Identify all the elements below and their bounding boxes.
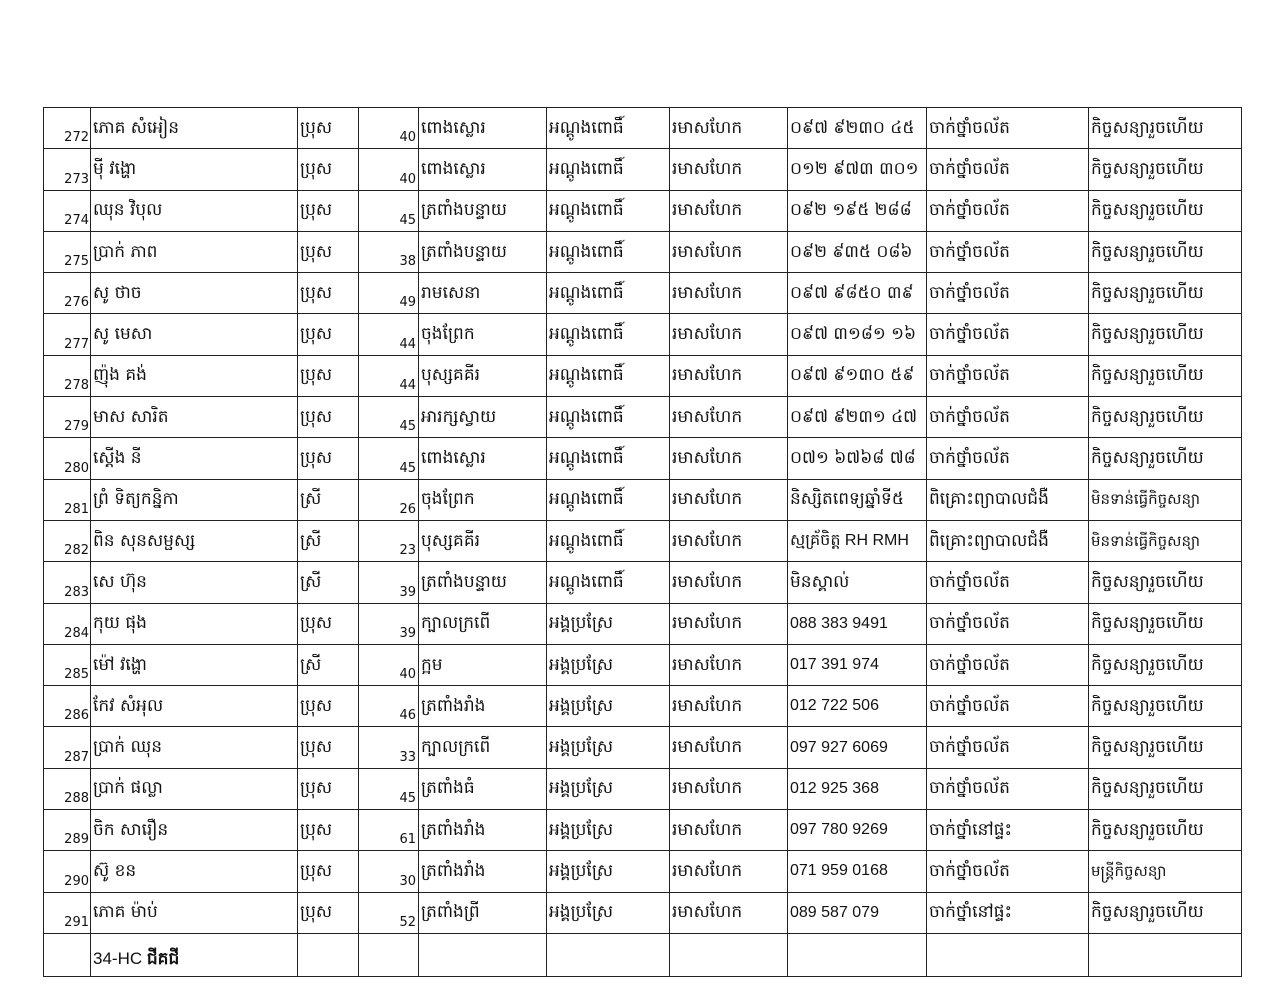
row-number-cell: 290 bbox=[44, 851, 91, 892]
row-number-cell: 279 bbox=[44, 397, 91, 438]
sex-cell: ប្រុស bbox=[298, 603, 359, 644]
footer-empty-cell bbox=[927, 933, 1089, 976]
contract-status-cell: មិនទាន់ធ្វើកិច្ចសន្យា bbox=[1089, 479, 1242, 520]
vaccination-place-cell: ចាក់ថ្នាំចល័ត bbox=[927, 108, 1089, 149]
age-cell: 40 bbox=[359, 149, 419, 190]
contract-status-cell: កិច្ចសន្យារួចហើយ bbox=[1089, 190, 1242, 231]
age-cell: 39 bbox=[359, 603, 419, 644]
contract-status-cell: កិច្ចសន្យារួចហើយ bbox=[1089, 397, 1242, 438]
district-cell: រមាសហែក bbox=[670, 810, 788, 851]
district-cell: រមាសហែក bbox=[670, 355, 788, 396]
footer-empty-cell bbox=[298, 933, 359, 976]
phone-cell: 017 391 974 bbox=[788, 644, 927, 685]
row-number-cell: 277 bbox=[44, 314, 91, 355]
age-cell: 49 bbox=[359, 273, 419, 314]
village-cell: ក្បាលក្រពើ bbox=[419, 603, 547, 644]
village-cell: ក្អម bbox=[419, 644, 547, 685]
commune-cell: អណ្ដូងពោធិ៍ bbox=[547, 314, 670, 355]
age-cell: 61 bbox=[359, 810, 419, 851]
commune-cell: អណ្ដូងពោធិ៍ bbox=[547, 108, 670, 149]
footer-code: 34-HC bbox=[93, 948, 143, 968]
district-cell: រមាសហែក bbox=[670, 851, 788, 892]
age-cell: 46 bbox=[359, 686, 419, 727]
age-cell: 39 bbox=[359, 562, 419, 603]
district-cell: រមាសហែក bbox=[670, 686, 788, 727]
district-cell: រមាសហែក bbox=[670, 190, 788, 231]
village-cell: បុស្សគគីរ bbox=[419, 520, 547, 561]
row-number-cell: 281 bbox=[44, 479, 91, 520]
sex-cell: ប្រុស bbox=[298, 355, 359, 396]
row-number-cell: 291 bbox=[44, 892, 91, 933]
table-row bbox=[44, 686, 1242, 727]
contract-status-cell: កិច្ចសន្យារួចហើយ bbox=[1089, 892, 1242, 933]
commune-cell: អណ្ដូងពោធិ៍ bbox=[547, 190, 670, 231]
vaccination-place-cell: ចាក់ថ្នាំចល័ត bbox=[927, 397, 1089, 438]
district-cell: រមាសហែក bbox=[670, 438, 788, 479]
vaccination-place-cell: ចាក់ថ្នាំចល័ត bbox=[927, 603, 1089, 644]
sex-cell: ស្រី bbox=[298, 479, 359, 520]
commune-cell: អណ្ដូងពោធិ៍ bbox=[547, 562, 670, 603]
vaccination-place-cell: ចាក់ថ្នាំចល័ត bbox=[927, 438, 1089, 479]
sex-cell: ប្រុស bbox=[298, 892, 359, 933]
district-cell: រមាសហែក bbox=[670, 562, 788, 603]
contract-status-cell: កិច្ចសន្យារួចហើយ bbox=[1089, 273, 1242, 314]
sex-cell: ប្រុស bbox=[298, 231, 359, 272]
name-cell: ស៊ូ ខន bbox=[91, 851, 298, 892]
vaccination-place-cell: ចាក់ថ្នាំចល័ត bbox=[927, 314, 1089, 355]
name-cell: ម៉ី វង្ហោ bbox=[91, 149, 298, 190]
age-cell: 45 bbox=[359, 397, 419, 438]
footer-empty-cell bbox=[788, 933, 927, 976]
table-row bbox=[44, 644, 1242, 685]
sex-cell: ប្រុស bbox=[298, 397, 359, 438]
vaccination-place-cell: ចាក់ថ្នាំចល័ត bbox=[927, 355, 1089, 396]
phone-cell: ០៩៧ ៩១៣០ ៥៩ bbox=[788, 355, 927, 396]
footer-empty-cell bbox=[44, 933, 91, 976]
village-cell: ពោងស្លោរ bbox=[419, 438, 547, 479]
row-number-cell: 274 bbox=[44, 190, 91, 231]
district-cell: រមាសហែក bbox=[670, 603, 788, 644]
row-number-cell: 287 bbox=[44, 727, 91, 768]
sex-cell: ប្រុស bbox=[298, 686, 359, 727]
sex-cell: ស្រី bbox=[298, 644, 359, 685]
commune-cell: អណ្ដូងពោធិ៍ bbox=[547, 479, 670, 520]
name-cell: កុយ ផុង bbox=[91, 603, 298, 644]
row-number-cell: 282 bbox=[44, 520, 91, 561]
phone-cell: ០៩៧ ៩២៣១ ៤៧ bbox=[788, 397, 927, 438]
age-cell: 38 bbox=[359, 231, 419, 272]
vaccination-place-cell: ពិគ្រោះព្យាបាលជំងឺ bbox=[927, 520, 1089, 561]
row-number-cell: 288 bbox=[44, 768, 91, 809]
row-number-cell: 272 bbox=[44, 108, 91, 149]
sex-cell: ប្រុស bbox=[298, 810, 359, 851]
table-row bbox=[44, 397, 1242, 438]
age-cell: 40 bbox=[359, 644, 419, 685]
contract-status-cell: កិច្ចសន្យារួចហើយ bbox=[1089, 314, 1242, 355]
age-cell: 40 bbox=[359, 108, 419, 149]
name-cell: ស្តើង នី bbox=[91, 438, 298, 479]
commune-cell: អណ្ដូងពោធិ៍ bbox=[547, 149, 670, 190]
contract-status-cell: កិច្ចសន្យារួចហើយ bbox=[1089, 231, 1242, 272]
district-cell: រមាសហែក bbox=[670, 892, 788, 933]
table-footer-row bbox=[44, 933, 1242, 976]
sex-cell: ស្រី bbox=[298, 562, 359, 603]
vaccination-place-cell: ចាក់ថ្នាំនៅផ្ទះ bbox=[927, 810, 1089, 851]
table-row bbox=[44, 851, 1242, 892]
phone-cell: 089 587 079 bbox=[788, 892, 927, 933]
commune-cell: អង្គប្រស្រែ bbox=[547, 768, 670, 809]
district-cell: រមាសហែក bbox=[670, 314, 788, 355]
sex-cell: ប្រុស bbox=[298, 149, 359, 190]
age-cell: 44 bbox=[359, 355, 419, 396]
footer-empty-cell bbox=[547, 933, 670, 976]
table-body bbox=[44, 108, 1242, 934]
village-cell: ពោងស្លោរ bbox=[419, 149, 547, 190]
table-row bbox=[44, 231, 1242, 272]
district-cell: រមាសហែក bbox=[670, 644, 788, 685]
vaccination-place-cell: ចាក់ថ្នាំចល័ត bbox=[927, 231, 1089, 272]
village-cell: ត្រពាំងរាំង bbox=[419, 851, 547, 892]
contract-status-cell: កិច្ចសន្យារួចហើយ bbox=[1089, 355, 1242, 396]
village-cell: ពោងស្លោរ bbox=[419, 108, 547, 149]
village-cell: ត្រពាំងរាំង bbox=[419, 810, 547, 851]
contract-status-cell: កិច្ចសន្យារួចហើយ bbox=[1089, 108, 1242, 149]
commune-cell: អង្គប្រស្រែ bbox=[547, 644, 670, 685]
village-cell: ត្រពាំងបន្ទាយ bbox=[419, 190, 547, 231]
phone-cell: ០៩៧ ៩២៣០ ៤៥ bbox=[788, 108, 927, 149]
phone-cell: 097 927 6069 bbox=[788, 727, 927, 768]
name-cell: ចិក សារឿន bbox=[91, 810, 298, 851]
vaccination-place-cell: ចាក់ថ្នាំចល័ត bbox=[927, 273, 1089, 314]
village-cell: ត្រពាំងបន្ទាយ bbox=[419, 231, 547, 272]
phone-cell: ០៧១ ៦៧៦៨ ៧៨ bbox=[788, 438, 927, 479]
phone-cell: និស្សិតពេទ្យឆ្នាំទី៥ bbox=[788, 479, 927, 520]
row-number-cell: 284 bbox=[44, 603, 91, 644]
age-cell: 26 bbox=[359, 479, 419, 520]
phone-cell: 012 722 506 bbox=[788, 686, 927, 727]
table-row bbox=[44, 768, 1242, 809]
table-row bbox=[44, 520, 1242, 561]
phone-cell: ០១២ ៩៧៣ ៣០១ bbox=[788, 149, 927, 190]
district-cell: រមាសហែក bbox=[670, 768, 788, 809]
commune-cell: អង្គប្រស្រែ bbox=[547, 851, 670, 892]
district-cell: រមាសហែក bbox=[670, 397, 788, 438]
phone-cell: ០៩៧ ៣១៨១ ១៦ bbox=[788, 314, 927, 355]
village-cell: ត្រពាំងធំ bbox=[419, 768, 547, 809]
row-number-cell: 280 bbox=[44, 438, 91, 479]
village-cell: ចុងព្រែក bbox=[419, 314, 547, 355]
age-cell: 23 bbox=[359, 520, 419, 561]
district-cell: រមាសហែក bbox=[670, 520, 788, 561]
footer-empty-cell bbox=[359, 933, 419, 976]
commune-cell: អណ្ដូងពោធិ៍ bbox=[547, 355, 670, 396]
contract-status-cell: កិច្ចសន្យារួចហើយ bbox=[1089, 686, 1242, 727]
district-cell: រមាសហែក bbox=[670, 273, 788, 314]
district-cell: រមាសហែក bbox=[670, 479, 788, 520]
sex-cell: ប្រុស bbox=[298, 768, 359, 809]
name-cell: ប្រាក់ ឈុន bbox=[91, 727, 298, 768]
name-cell: សេ ហ៊ុន bbox=[91, 562, 298, 603]
vaccination-place-cell: ចាក់ថ្នាំនៅផ្ទះ bbox=[927, 892, 1089, 933]
footer-empty-cell bbox=[670, 933, 788, 976]
table-row bbox=[44, 314, 1242, 355]
village-cell: ចុងព្រែក bbox=[419, 479, 547, 520]
sex-cell: ប្រុស bbox=[298, 108, 359, 149]
age-cell: 45 bbox=[359, 190, 419, 231]
name-cell: ឈុន វិបុល bbox=[91, 190, 298, 231]
contract-status-cell: កិច្ចសន្យារួចហើយ bbox=[1089, 810, 1242, 851]
age-cell: 30 bbox=[359, 851, 419, 892]
commune-cell: អណ្ដូងពោធិ៍ bbox=[547, 438, 670, 479]
row-number-cell: 283 bbox=[44, 562, 91, 603]
footer-label: ជីគជី bbox=[146, 948, 180, 968]
commune-cell: អណ្ដូងពោធិ៍ bbox=[547, 397, 670, 438]
sex-cell: ប្រុស bbox=[298, 190, 359, 231]
vaccination-place-cell: ចាក់ថ្នាំចល័ត bbox=[927, 851, 1089, 892]
commune-cell: អង្គប្រស្រែ bbox=[547, 686, 670, 727]
village-cell: បុស្សគគីរ bbox=[419, 355, 547, 396]
district-cell: រមាសហែក bbox=[670, 231, 788, 272]
table-row bbox=[44, 108, 1242, 149]
age-cell: 33 bbox=[359, 727, 419, 768]
contract-status-cell: មិនទាន់ធ្វើកិច្ចសន្យា bbox=[1089, 520, 1242, 561]
vaccination-place-cell: ចាក់ថ្នាំចល័ត bbox=[927, 149, 1089, 190]
age-cell: 44 bbox=[359, 314, 419, 355]
commune-cell: អង្គប្រស្រែ bbox=[547, 810, 670, 851]
sex-cell: ប្រុស bbox=[298, 727, 359, 768]
name-cell: ព្រំ ទិត្យកន្និកា bbox=[91, 479, 298, 520]
table-row bbox=[44, 562, 1242, 603]
contract-status-cell: កិច្ចសន្យារួចហើយ bbox=[1089, 603, 1242, 644]
vaccination-place-cell: ចាក់ថ្នាំចល័ត bbox=[927, 190, 1089, 231]
contract-status-cell: កិច្ចសន្យារួចហើយ bbox=[1089, 438, 1242, 479]
vaccination-place-cell: ចាក់ថ្នាំចល័ត bbox=[927, 727, 1089, 768]
name-cell: ភោគ ម៉ាប់ bbox=[91, 892, 298, 933]
name-cell: ម៉ៅ វង្ហោ bbox=[91, 644, 298, 685]
phone-cell: 071 959 0168 bbox=[788, 851, 927, 892]
name-cell: ញ៉ុង គង់ bbox=[91, 355, 298, 396]
district-cell: រមាសហែក bbox=[670, 727, 788, 768]
row-number-cell: 289 bbox=[44, 810, 91, 851]
name-cell: មាស សារិត bbox=[91, 397, 298, 438]
footer-label-cell bbox=[91, 933, 298, 976]
age-cell: 52 bbox=[359, 892, 419, 933]
row-number-cell: 285 bbox=[44, 644, 91, 685]
phone-cell: ០៩២ ៩៣៥ ០៨៦ bbox=[788, 231, 927, 272]
commune-cell: អណ្ដូងពោធិ៍ bbox=[547, 273, 670, 314]
table-row bbox=[44, 892, 1242, 933]
commune-cell: អណ្ដូងពោធិ៍ bbox=[547, 231, 670, 272]
commune-cell: អង្គប្រស្រែ bbox=[547, 727, 670, 768]
contract-status-cell: កិច្ចសន្យារួចហើយ bbox=[1089, 768, 1242, 809]
name-cell: ប្រាក់ ភាព bbox=[91, 231, 298, 272]
district-cell: រមាសហែក bbox=[670, 108, 788, 149]
village-cell: ត្រពាំងរាំង bbox=[419, 686, 547, 727]
vaccination-place-cell: ចាក់ថ្នាំចល័ត bbox=[927, 644, 1089, 685]
phone-cell: 088 383 9491 bbox=[788, 603, 927, 644]
row-number-cell: 275 bbox=[44, 231, 91, 272]
sex-cell: ប្រុស bbox=[298, 314, 359, 355]
phone-cell: 097 780 9269 bbox=[788, 810, 927, 851]
phone-cell: ០៩២ ១៩៥ ២៨៨ bbox=[788, 190, 927, 231]
village-cell: អារក្សស្វាយ bbox=[419, 397, 547, 438]
contract-status-cell: កិច្ចសន្យារួចហើយ bbox=[1089, 644, 1242, 685]
staff-table bbox=[43, 107, 1242, 977]
phone-cell: មិនស្គាល់ bbox=[788, 562, 927, 603]
contract-status-cell: មន្ត្រីកិច្ចសន្យា bbox=[1089, 851, 1242, 892]
sex-cell: ប្រុស bbox=[298, 851, 359, 892]
village-cell: ត្រពាំងព្រី bbox=[419, 892, 547, 933]
table-row bbox=[44, 603, 1242, 644]
name-cell: ភោគ សំអៀន bbox=[91, 108, 298, 149]
vaccination-place-cell: ចាក់ថ្នាំចល័ត bbox=[927, 562, 1089, 603]
footer-empty-cell bbox=[419, 933, 547, 976]
name-cell: សូ មេសា bbox=[91, 314, 298, 355]
sex-cell: ប្រុស bbox=[298, 438, 359, 479]
contract-status-cell: កិច្ចសន្យារួចហើយ bbox=[1089, 149, 1242, 190]
row-number-cell: 286 bbox=[44, 686, 91, 727]
commune-cell: អណ្ដូងពោធិ៍ bbox=[547, 520, 670, 561]
table-row bbox=[44, 727, 1242, 768]
table-row bbox=[44, 190, 1242, 231]
vaccination-place-cell: ចាក់ថ្នាំចល័ត bbox=[927, 686, 1089, 727]
village-cell: ត្រពាំងបន្ទាយ bbox=[419, 562, 547, 603]
commune-cell: អង្គប្រស្រែ bbox=[547, 603, 670, 644]
row-number-cell: 273 bbox=[44, 149, 91, 190]
contract-status-cell: កិច្ចសន្យារួចហើយ bbox=[1089, 727, 1242, 768]
table-row bbox=[44, 273, 1242, 314]
table-row bbox=[44, 479, 1242, 520]
phone-cell: ស្មគ្រ័ចិត្ត RH RMH bbox=[788, 520, 927, 561]
row-number-cell: 276 bbox=[44, 273, 91, 314]
sex-cell: ស្រី bbox=[298, 520, 359, 561]
village-cell: ក្បាលក្រពើ bbox=[419, 727, 547, 768]
table-row bbox=[44, 438, 1242, 479]
age-cell: 45 bbox=[359, 768, 419, 809]
footer-empty-cell bbox=[1089, 933, 1242, 976]
village-cell: រាមសេនា bbox=[419, 273, 547, 314]
district-cell: រមាសហែក bbox=[670, 149, 788, 190]
name-cell: ពិន សុនសម្ផស្ស bbox=[91, 520, 298, 561]
table-row bbox=[44, 149, 1242, 190]
name-cell: កែវ សំអុល bbox=[91, 686, 298, 727]
commune-cell: អង្គប្រស្រែ bbox=[547, 892, 670, 933]
age-cell: 45 bbox=[359, 438, 419, 479]
phone-cell: 012 925 368 bbox=[788, 768, 927, 809]
contract-status-cell: កិច្ចសន្យារួចហើយ bbox=[1089, 562, 1242, 603]
row-number-cell: 278 bbox=[44, 355, 91, 396]
name-cell: ប្រាក់ ផល្លា bbox=[91, 768, 298, 809]
table-row bbox=[44, 810, 1242, 851]
sex-cell: ប្រុស bbox=[298, 273, 359, 314]
name-cell: សូ ថាច bbox=[91, 273, 298, 314]
table-row bbox=[44, 355, 1242, 396]
phone-cell: ០៩៧ ៩៨៥០ ៣៩ bbox=[788, 273, 927, 314]
vaccination-place-cell: ពិគ្រោះព្យាបាលជំងឺ bbox=[927, 479, 1089, 520]
vaccination-place-cell: ចាក់ថ្នាំចល័ត bbox=[927, 768, 1089, 809]
